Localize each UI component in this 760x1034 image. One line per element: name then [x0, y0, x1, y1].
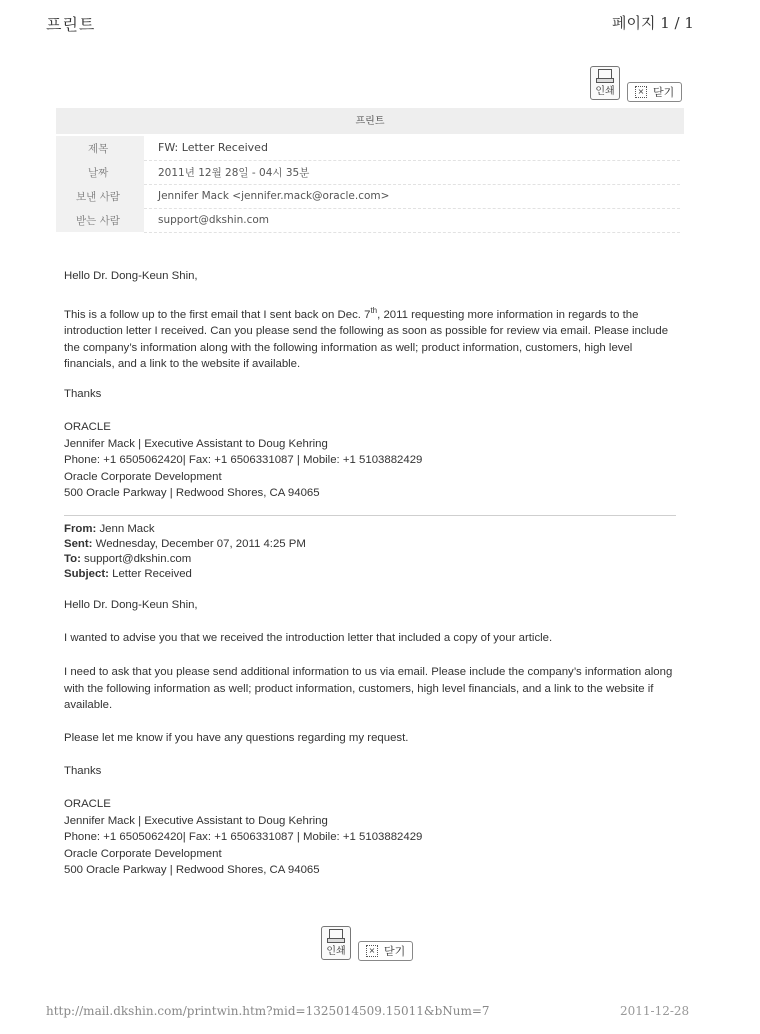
signature-phone: Phone: +1 6505062420| Fax: +1 6506331087 | Mobile: +1 5103882429 — [64, 831, 423, 843]
recipient-value: support@dkshin.com — [144, 208, 680, 232]
reply-thanks: Thanks — [64, 388, 102, 400]
meta-row-recipient — [56, 208, 680, 232]
from-label: From: — [64, 523, 97, 535]
page-counter: 페이지 1 / 1 — [612, 14, 694, 32]
subject-label: 제목 — [56, 136, 144, 160]
forward-thanks: Thanks — [64, 765, 102, 777]
reply-paragraph — [64, 303, 680, 373]
forward-paragraph-1: I wanted to advise you that we received the introduction letter that included a copy of your article. — [64, 632, 553, 644]
reply-ordinal-suffix: th — [370, 306, 378, 315]
reply-signature — [64, 419, 684, 502]
print-title-bar: 프린트 — [56, 108, 684, 134]
print-header-title: 프린트 — [46, 15, 96, 34]
signature-name: Jennifer Mack | Executive Assistant to Doug Kehring — [64, 814, 328, 827]
signature-department: Oracle Corporate Development — [64, 847, 222, 860]
sent-label: Sent: — [64, 538, 93, 550]
recipient-label: 받는 사람 — [56, 208, 144, 232]
signature-company: ORACLE — [64, 421, 111, 433]
to-value: support@dkshin.com — [84, 553, 192, 565]
print-button[interactable] — [590, 66, 620, 100]
bottom-toolbar — [321, 926, 351, 960]
meta-row-sender — [56, 184, 680, 208]
reply-paragraph-start: This is a follow up to the first email that I sent back on Dec. 7 — [64, 308, 371, 321]
printer-icon — [329, 929, 343, 940]
email-meta-table — [56, 136, 680, 233]
sender-value: Jennifer Mack <jennifer.mack@oracle.com> — [144, 184, 680, 208]
subject-value: FW: Letter Received — [144, 136, 680, 160]
signature-name: Jennifer Mack | Executive Assistant to Doug Kehring — [64, 437, 328, 450]
date-value: 2011년 12월 28일 - 04시 35분 — [144, 160, 680, 184]
date-label: 날짜 — [56, 160, 144, 184]
footer-date: 2011-12-28 — [620, 1004, 690, 1018]
forward-paragraph-2: I need to ask that you please send additional information to us via email. Please include the company’s information along with the following information as well; product information, customers, high level financials, and a link to the website if available. — [64, 666, 673, 711]
close-icon: × — [635, 86, 647, 98]
signature-address: 500 Oracle Parkway | Redwood Shores, CA 94065 — [64, 487, 320, 499]
print-button[interactable] — [321, 926, 351, 960]
forward-divider — [64, 515, 676, 516]
forward-signature — [64, 796, 684, 879]
signature-address: 500 Oracle Parkway | Redwood Shores, CA 94065 — [64, 864, 320, 876]
reply-paragraph-rest: , 2011 requesting more information in regards to the introduction letter I received. Can you please send the following as soon as possible for review via email. Please include the company’s information along with the following information as well; product information, customers, high level financials, and a link to the website if available. — [64, 308, 669, 371]
from-value: Jenn Mack — [99, 523, 155, 535]
close-button[interactable] — [627, 82, 682, 102]
close-button[interactable] — [358, 941, 413, 961]
to-label: To: — [64, 553, 81, 565]
forward-subject-value: Letter Received — [112, 568, 192, 580]
forward-subject-label: Subject: — [64, 568, 109, 580]
signature-company: ORACLE — [64, 798, 111, 810]
close-icon: × — [366, 945, 378, 957]
print-button-label: 인쇄 — [595, 86, 615, 97]
footer-url: http://mail.dkshin.com/printwin.htm?mid=1325014509.15011&bNum=7 — [46, 1004, 490, 1018]
sender-label: 보낸 사람 — [56, 184, 144, 208]
signature-department: Oracle Corporate Development — [64, 470, 222, 483]
close-button-label: 닫기 — [653, 86, 675, 99]
forward-greeting: Hello Dr. Dong-Keun Shin, — [64, 599, 198, 611]
sent-value: Wednesday, December 07, 2011 4:25 PM — [95, 538, 306, 550]
printer-icon — [598, 69, 612, 80]
print-button-label: 인쇄 — [326, 946, 346, 957]
signature-phone: Phone: +1 6505062420| Fax: +1 6506331087 | Mobile: +1 5103882429 — [64, 454, 423, 466]
meta-row-subject — [56, 136, 680, 160]
forward-paragraph-3: Please let me know if you have any questions regarding my request. — [64, 732, 409, 744]
forward-header — [64, 522, 684, 582]
reply-greeting: Hello Dr. Dong-Keun Shin, — [64, 270, 198, 282]
meta-row-date — [56, 160, 680, 184]
top-toolbar — [590, 66, 620, 100]
close-button-label: 닫기 — [384, 945, 406, 958]
